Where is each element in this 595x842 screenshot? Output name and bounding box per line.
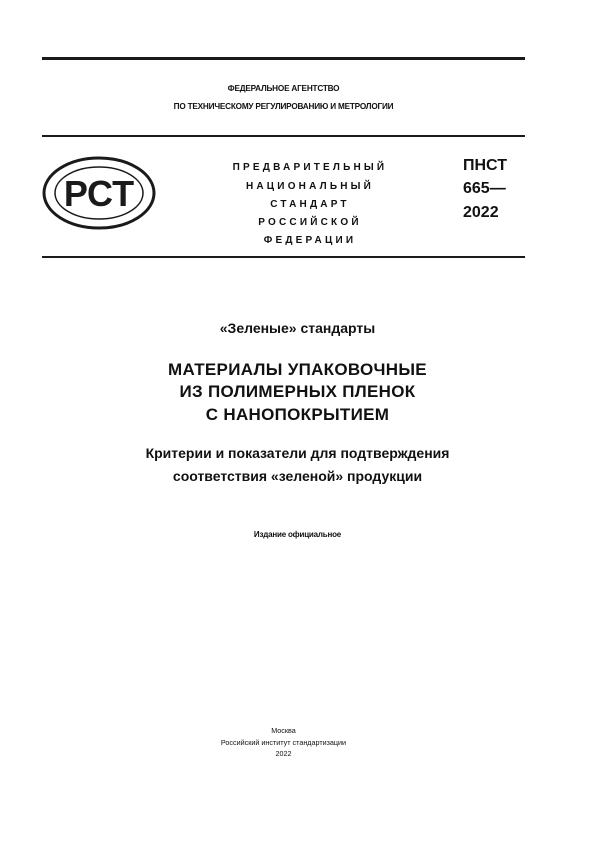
top-rule bbox=[42, 57, 525, 60]
standard-type-line-5: ФЕДЕРАЦИИ bbox=[263, 235, 357, 246]
rst-logo-icon bbox=[42, 156, 156, 230]
agency-line-2: ПО ТЕХНИЧЕСКОМУ РЕГУЛИРОВАНИЮ И МЕТРОЛОГИИ bbox=[173, 102, 394, 111]
lower-divider bbox=[42, 256, 525, 258]
standard-series: «Зеленые» стандарты bbox=[219, 320, 376, 336]
standard-type-line-1: ПРЕДВАРИТЕЛЬНЫЙ bbox=[232, 162, 388, 173]
agency-line-1: ФЕДЕРАЛЬНОЕ АГЕНТСТВО bbox=[227, 84, 340, 93]
standard-type-line-3: СТАНДАРТ bbox=[270, 199, 350, 210]
standard-type-line-4: РОССИЙСКОЙ bbox=[258, 217, 362, 228]
imprint-city: Москва bbox=[271, 726, 296, 735]
imprint-publisher: Российский институт стандартизации bbox=[220, 738, 347, 747]
standard-designation: ПНСТ bbox=[463, 157, 507, 174]
standard-year: 2022 bbox=[463, 204, 499, 221]
rst-logo-letters: РСТ bbox=[63, 173, 135, 214]
edition-note: Издание официальное bbox=[253, 530, 342, 539]
title-line-1: МАТЕРИАЛЫ УПАКОВОЧНЫЕ bbox=[168, 360, 427, 379]
subtitle-line-1: Критерии и показатели для подтверждения bbox=[145, 445, 450, 461]
subtitle-line-2: соответствия «зеленой» продукции bbox=[172, 468, 423, 484]
title-line-2: ИЗ ПОЛИМЕРНЫХ ПЛЕНОК bbox=[179, 382, 416, 401]
upper-divider bbox=[42, 135, 525, 137]
title-line-3: С НАНОПОКРЫТИЕМ bbox=[205, 405, 390, 424]
imprint-year: 2022 bbox=[275, 749, 292, 758]
standard-number: 665— bbox=[463, 180, 506, 197]
standard-type-line-2: НАЦИОНАЛЬНЫЙ bbox=[245, 181, 375, 192]
